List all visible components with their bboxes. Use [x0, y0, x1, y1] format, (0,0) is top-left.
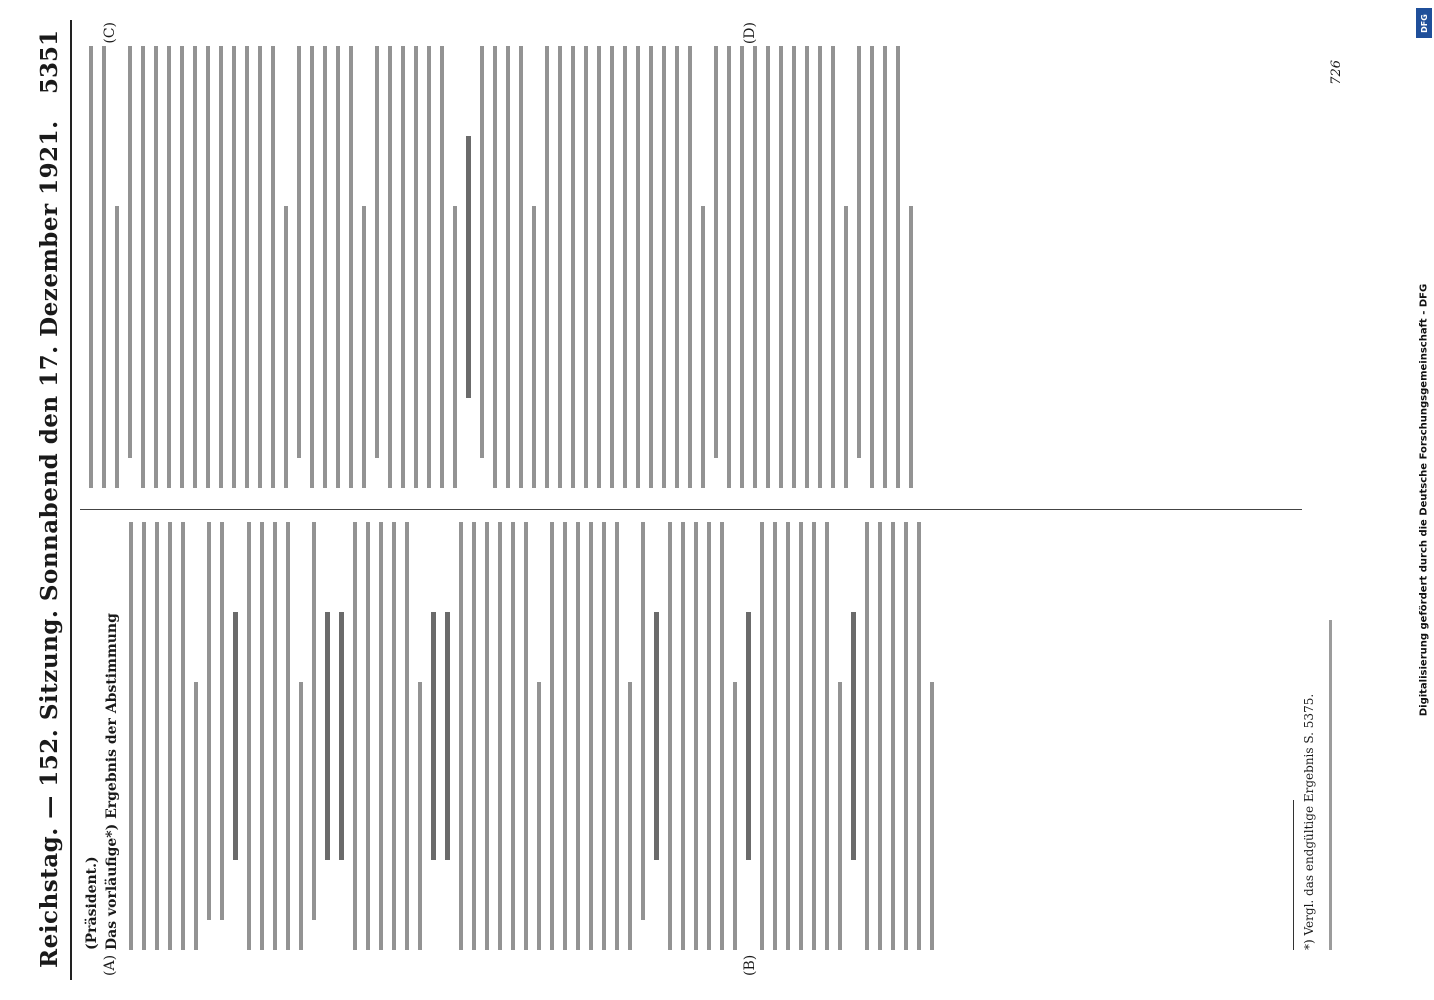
column-divider	[80, 509, 1302, 510]
text-line	[865, 522, 869, 950]
text-line	[219, 46, 223, 488]
text-line	[870, 46, 874, 488]
text-line	[681, 522, 685, 950]
text-line	[628, 682, 632, 950]
text-line	[563, 522, 567, 950]
text-line	[325, 612, 330, 860]
text-line	[379, 522, 383, 950]
text-line	[799, 522, 803, 950]
dfg-logo: DFG	[1416, 8, 1432, 38]
text-line	[720, 522, 724, 950]
text-line	[155, 522, 159, 950]
text-line	[909, 206, 913, 488]
text-line	[401, 46, 405, 488]
margin-marker-a: (A)	[102, 954, 118, 976]
text-line	[472, 522, 476, 950]
text-line	[571, 46, 575, 488]
text-line	[445, 612, 450, 860]
text-line	[636, 46, 640, 488]
text-line	[181, 522, 185, 950]
running-title: Reichstag. — 152. Sitzung. Sonnabend den 17. Dezember 1921.	[36, 120, 63, 968]
text-line	[232, 46, 236, 488]
bottom-page-number: 726	[1329, 60, 1344, 85]
text-line	[414, 46, 418, 488]
text-line	[779, 46, 783, 488]
text-line	[247, 522, 251, 950]
text-line	[714, 46, 718, 458]
text-line	[392, 522, 396, 950]
text-line	[675, 46, 679, 488]
text-line	[362, 206, 366, 488]
text-line	[857, 46, 861, 458]
text-line	[194, 682, 198, 950]
page-number: 5351	[36, 30, 63, 95]
text-line	[688, 46, 692, 488]
text-line	[493, 46, 497, 488]
text-line	[142, 522, 146, 950]
text-line	[760, 522, 764, 950]
text-line	[615, 522, 619, 950]
text-line	[511, 522, 515, 950]
text-line	[233, 612, 238, 860]
text-line	[245, 46, 249, 488]
text-line	[584, 46, 588, 488]
text-line	[193, 46, 197, 488]
text-line	[366, 522, 370, 950]
text-line	[312, 522, 316, 920]
text-line	[896, 46, 900, 488]
text-line	[786, 522, 790, 950]
text-line	[115, 206, 119, 488]
text-line	[297, 46, 301, 458]
text-line	[440, 46, 444, 488]
text-line	[418, 682, 422, 950]
text-line	[597, 46, 601, 488]
text-line	[792, 46, 796, 488]
footnote: *) Vergl. das endgültige Ergebnis S. 5375.	[1302, 693, 1316, 950]
text-line	[773, 522, 777, 950]
text-line	[168, 522, 172, 950]
text-line	[917, 522, 921, 950]
text-line	[271, 46, 275, 488]
text-line	[727, 46, 731, 488]
text-line	[831, 46, 835, 488]
scanned-page	[22, 20, 1372, 980]
text-line	[766, 46, 770, 488]
page-header	[30, 20, 72, 980]
text-line	[284, 206, 288, 488]
text-line	[805, 46, 809, 488]
text-line	[891, 522, 895, 950]
text-line	[480, 46, 484, 458]
text-line	[740, 46, 744, 488]
text-line	[844, 206, 848, 488]
text-line	[753, 46, 757, 488]
text-line	[576, 522, 580, 950]
text-line	[102, 46, 106, 488]
text-line	[733, 682, 737, 950]
text-line	[641, 522, 645, 920]
text-line	[375, 46, 379, 458]
text-line	[550, 522, 554, 950]
text-line	[154, 46, 158, 488]
text-line	[519, 46, 523, 488]
text-line	[649, 46, 653, 488]
right-column-text-block	[89, 46, 913, 488]
text-line	[485, 522, 489, 950]
text-line	[459, 522, 463, 950]
opening-line: Das vorläufige*) Ergebnis der Abstimmung	[104, 613, 120, 950]
text-line	[498, 522, 502, 950]
text-line	[310, 46, 314, 488]
text-line	[339, 612, 344, 860]
text-line	[141, 46, 145, 488]
text-line	[299, 682, 303, 950]
text-line	[654, 612, 659, 860]
text-line	[524, 522, 528, 950]
digitization-credit: Digitalisierung gefördert durch die Deutsche Forschungsgemeinschaft - DFG	[1418, 283, 1430, 717]
text-line	[89, 46, 93, 488]
text-line	[353, 522, 357, 950]
text-line	[206, 46, 210, 488]
text-line	[701, 206, 705, 488]
text-line	[694, 522, 698, 950]
text-line	[818, 46, 822, 488]
text-line	[180, 46, 184, 488]
text-line	[466, 136, 471, 398]
text-line	[825, 522, 829, 950]
text-line	[532, 206, 536, 488]
text-line	[388, 46, 392, 488]
text-line	[746, 612, 751, 860]
text-line	[610, 46, 614, 488]
text-line	[336, 46, 340, 488]
margin-marker-b: (B)	[742, 954, 758, 976]
text-line	[427, 46, 431, 488]
text-line	[558, 46, 562, 488]
text-line	[878, 522, 882, 950]
speaker-label: (Präsident.)	[84, 856, 100, 950]
text-line	[405, 522, 409, 950]
text-line	[668, 522, 672, 950]
footnote-line	[1329, 620, 1332, 950]
right-column	[80, 46, 1322, 488]
text-line	[812, 522, 816, 950]
text-line	[838, 682, 842, 950]
footnote-rule	[1293, 800, 1294, 950]
text-line	[545, 46, 549, 488]
text-line	[129, 522, 133, 950]
text-line	[260, 522, 264, 950]
text-line	[207, 522, 211, 920]
text-line	[707, 522, 711, 950]
left-column	[80, 522, 1322, 950]
text-line	[662, 46, 666, 488]
text-line	[930, 682, 934, 950]
text-line	[286, 522, 290, 950]
text-line	[258, 46, 262, 488]
text-line	[589, 522, 593, 950]
text-line	[273, 522, 277, 950]
text-line	[431, 612, 436, 860]
text-line	[623, 46, 627, 488]
text-line	[851, 612, 856, 860]
left-column-text-block	[129, 522, 934, 950]
text-line	[602, 522, 606, 950]
text-line	[904, 522, 908, 950]
text-line	[883, 46, 887, 488]
text-line	[128, 46, 132, 458]
text-line	[506, 46, 510, 488]
text-line	[167, 46, 171, 488]
text-line	[220, 522, 224, 920]
text-line	[453, 206, 457, 488]
text-line	[323, 46, 327, 488]
margin-marker-c: (C)	[102, 22, 118, 44]
text-line	[537, 682, 541, 950]
margin-marker-d: (D)	[742, 22, 758, 45]
text-line	[349, 46, 353, 488]
